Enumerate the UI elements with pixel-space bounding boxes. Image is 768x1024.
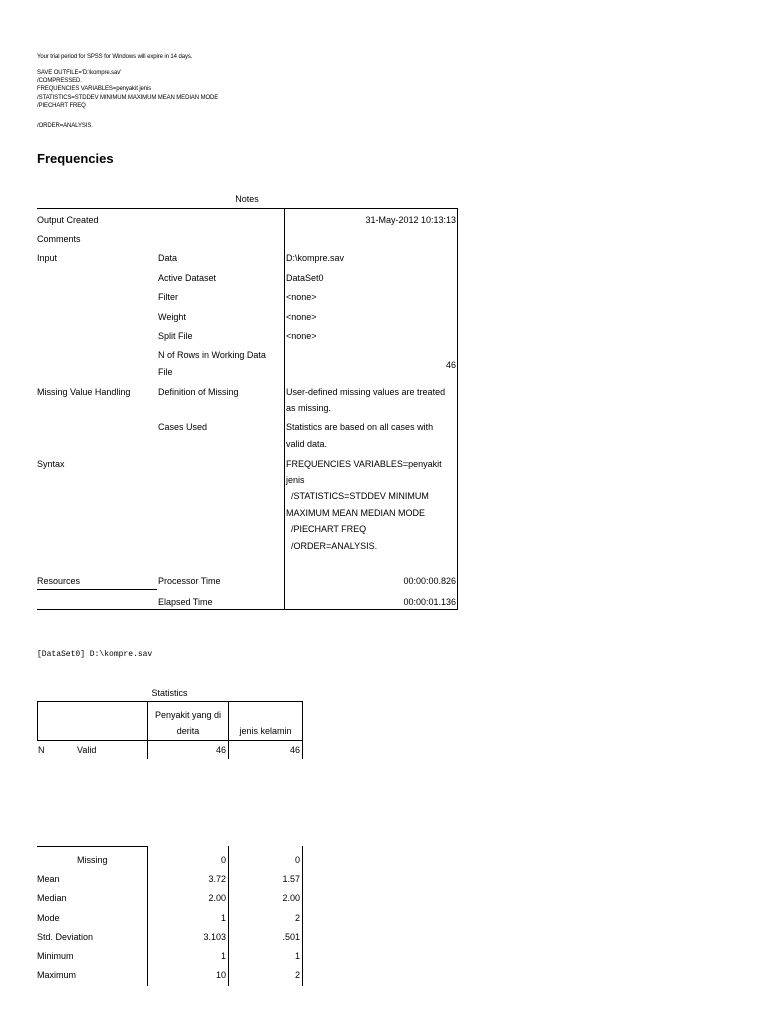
elapsed-time-label: Elapsed Time xyxy=(158,597,213,607)
syntax-line: FREQUENCIES VARIABLES=penyakit jenis xyxy=(37,86,152,92)
stats-row-value-1: 1 xyxy=(220,951,226,961)
stats-row-value-1: 46 xyxy=(215,745,226,755)
stats-col1-header-cont: derita xyxy=(176,726,200,736)
cases-used-value-cont: valid data. xyxy=(286,439,328,449)
stats-header-bottom xyxy=(37,740,303,741)
definition-missing-value-cont: as missing. xyxy=(286,403,332,413)
elapsed-time-value: 00:00:01.136 xyxy=(403,597,456,607)
resources-label: Resources xyxy=(37,576,81,586)
resources-divider xyxy=(37,589,157,590)
syntax-value-line: /STATISTICS=STDDEV MINIMUM xyxy=(286,491,429,501)
stats-row-sublabel: Missing xyxy=(77,855,108,865)
output-created-value: 31-May-2012 10:13:13 xyxy=(365,215,456,225)
stats-col1-header: Penyakit yang di xyxy=(154,710,222,720)
syntax-label: Syntax xyxy=(37,459,65,469)
stats-col2-header: jenis kelamin xyxy=(239,726,292,736)
stats-row-value-1: 10 xyxy=(215,970,226,980)
stats-row-value-2: 0 xyxy=(294,855,300,865)
stats-row-label: Median xyxy=(37,893,67,903)
trial-notice: Your trial period for SPSS for Windows will expire in 14 days. xyxy=(37,54,193,60)
stats-row-label: Mode xyxy=(37,913,60,923)
input-label: Input xyxy=(37,253,58,263)
page-heading: Frequencies xyxy=(37,151,114,166)
stats-row-label: Mean xyxy=(37,874,60,884)
cases-used-label: Cases Used xyxy=(158,422,208,432)
stats-row-label: Minimum xyxy=(37,951,74,961)
stats-page-top-border xyxy=(37,846,148,847)
n-rows-label: N of Rows in Working Data xyxy=(158,350,266,360)
dataset-line: [DataSet0] D:\kompre.sav xyxy=(37,650,153,659)
syntax-value-line: MAXIMUM MEAN MEDIAN MODE xyxy=(286,508,426,518)
syntax-line: /ORDER=ANALYSIS. xyxy=(37,123,93,129)
notes-col-divider xyxy=(284,208,285,610)
stats-row-sublabel: Valid xyxy=(77,745,97,755)
stats-row-value-1: 3.103 xyxy=(203,932,226,942)
active-dataset-label: Active Dataset xyxy=(158,273,217,283)
syntax-line: /STATISTICS=STDDEV MINIMUM MAXIMUM MEAN MEDIAN MODE xyxy=(37,95,219,101)
definition-missing-value: User-defined missing values are treated xyxy=(286,387,446,397)
data-value: D:\kompre.sav xyxy=(286,253,345,263)
stats-row-value-2: 2 xyxy=(294,913,300,923)
stats-top-border xyxy=(37,701,303,702)
stats-right-border xyxy=(302,701,303,759)
syntax-value-line: /PIECHART FREQ xyxy=(286,524,367,534)
notes-right-border xyxy=(457,208,458,610)
syntax-line: /PIECHART FREQ xyxy=(37,103,86,109)
cases-used-value: Statistics are based on all cases with xyxy=(286,422,434,432)
syntax-value-line: FREQUENCIES VARIABLES=penyakit xyxy=(286,459,442,469)
stats-row-label: Maximum xyxy=(37,970,77,980)
split-file-value: <none> xyxy=(286,331,317,341)
split-file-label: Split File xyxy=(158,331,193,341)
stats-right-border-2 xyxy=(302,846,303,986)
stats-row-value-1: 0 xyxy=(220,855,226,865)
stats-row-value-1: 3.72 xyxy=(208,874,226,884)
stats-row-label: Std. Deviation xyxy=(37,932,94,942)
missing-handling-label: Missing Value Handling xyxy=(37,387,131,397)
stats-row-value-2: 1.57 xyxy=(282,874,300,884)
n-rows-label-cont: File xyxy=(158,367,173,377)
definition-missing-label: Definition of Missing xyxy=(158,387,239,397)
notes-bottom-border xyxy=(37,609,458,610)
data-label: Data xyxy=(158,253,178,263)
syntax-line: /COMPRESSED. xyxy=(37,78,82,84)
output-created-label: Output Created xyxy=(37,215,99,225)
syntax-value-line: jenis xyxy=(286,475,305,485)
n-rows-value: 46 xyxy=(445,360,456,370)
stats-row-value-2: 2.00 xyxy=(282,893,300,903)
stats-left-border xyxy=(37,701,38,741)
notes-title: Notes xyxy=(235,194,259,204)
notes-top-border xyxy=(37,208,458,209)
syntax-line: SAVE OUTFILE='D:\kompre.sav' xyxy=(37,70,122,76)
stats-row-value-2: 2 xyxy=(294,970,300,980)
comments-label: Comments xyxy=(37,234,81,244)
stats-row-label: N xyxy=(38,745,45,755)
weight-label: Weight xyxy=(158,312,186,322)
processor-time-value: 00:00:00.826 xyxy=(403,576,456,586)
statistics-title: Statistics xyxy=(151,688,188,698)
stats-row-value-2: 1 xyxy=(294,951,300,961)
filter-label: Filter xyxy=(158,292,178,302)
syntax-value-line: /ORDER=ANALYSIS. xyxy=(286,541,378,551)
stats-row-value-1: 2.00 xyxy=(208,893,226,903)
filter-value: <none> xyxy=(286,292,317,302)
stats-row-value-1: 1 xyxy=(220,913,226,923)
active-dataset-value: DataSet0 xyxy=(286,273,324,283)
stats-row-value-2: 46 xyxy=(289,745,300,755)
processor-time-label: Processor Time xyxy=(158,576,221,586)
stats-row-value-2: .501 xyxy=(282,932,300,942)
weight-value: <none> xyxy=(286,312,317,322)
